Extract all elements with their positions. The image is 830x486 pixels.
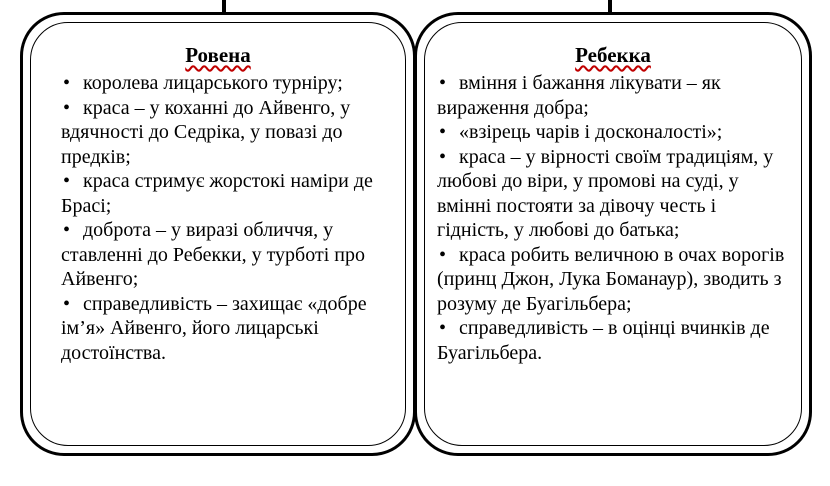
rebecca-item: • справедливість – в оцінці вчинків де Буагільбера. [437,317,770,364]
rebecca-item: • краса – у вірності своїм традиціям, у любові до віри, у промові на суді, у вмінні постояти за дівочу честь і гідність, у любові до батька; [437,145,774,241]
rebecca-item: • краса робить величною в очах ворогів (принц Джон, Лука Боманаур), зводить з розуму де Буагільбера; [437,243,785,315]
rebecca-card [414,12,812,456]
rowena-item: • справедливість – захищає «добре ім’я» Айвенго, його лицарські достоїнства. [61,292,367,364]
rebecca-list [437,71,789,365]
rowena-title: Ровена [185,43,251,67]
bullet-icon: • [63,219,71,241]
bullet-icon: • [439,121,447,143]
rowena-item: • королева лицарського турніру; [63,72,343,94]
rowena-list [61,71,411,365]
rebecca-item: • «взірець чарів і досконалості»; [439,121,723,143]
bullet-icon: • [63,292,71,315]
rowena-item: • краса – у коханні до Айвенго, у вдячності до Седріка, у повазі до предків; [61,96,351,168]
rowena-item: • краса стримує жорстокі наміри де Брасі; [61,170,373,217]
rowena-card [20,12,416,456]
bullet-icon: • [63,72,71,94]
rebecca-title: Ребекка [575,43,651,67]
bullet-icon: • [439,72,447,94]
bullet-icon: • [439,317,447,339]
bullet-icon: • [439,145,447,168]
rebecca-item: • вміння і бажання лікувати – як вираження добра; [437,72,721,119]
bullet-icon: • [439,243,447,266]
bullet-icon: • [63,170,71,192]
bullet-icon: • [63,96,71,119]
rowena-item: • доброта – у виразі обличчя, у ставленні до Ребекки, у турботі про Айвенго; [61,219,365,290]
